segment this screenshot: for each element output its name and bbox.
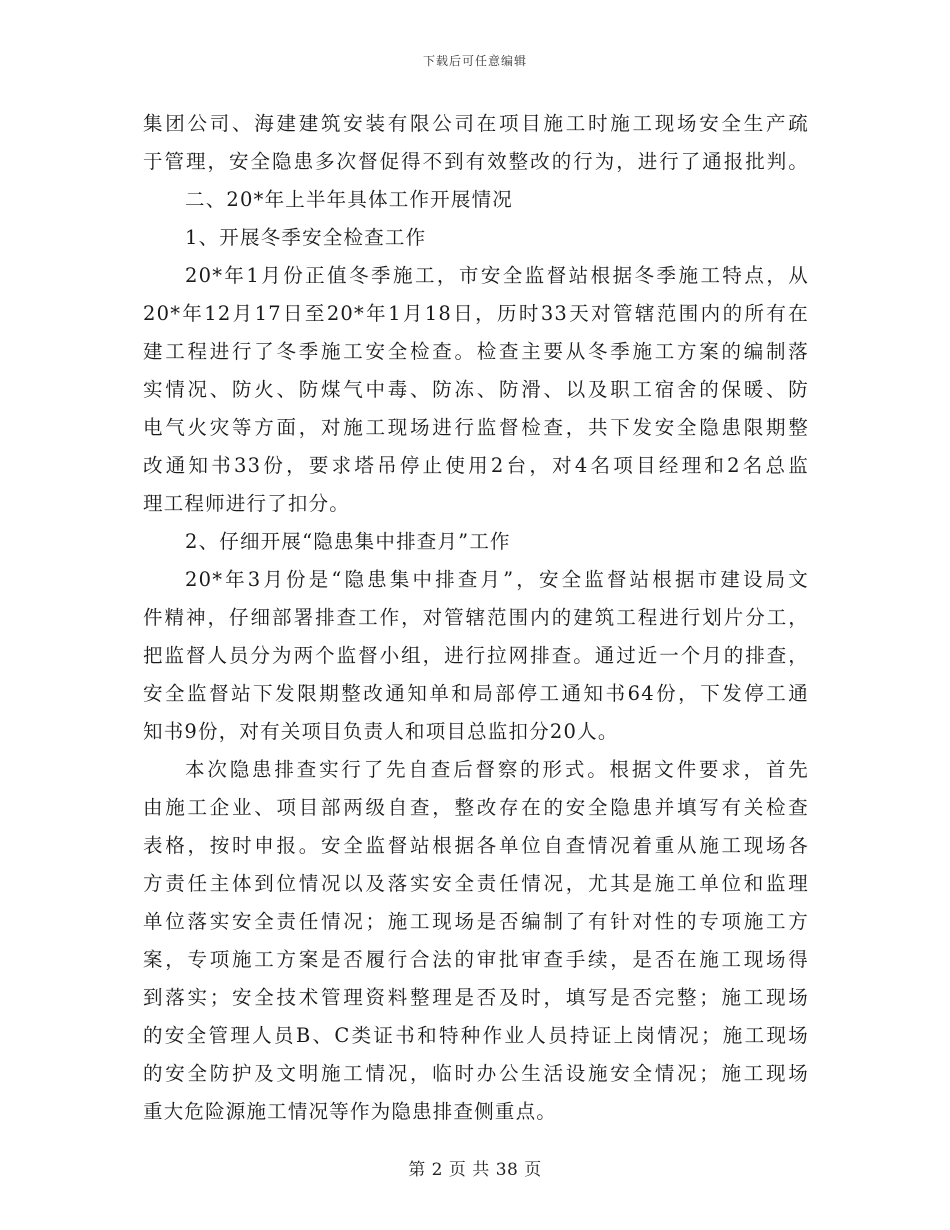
text-line: 的安全防护及文明施工情况，临时办公生活设施安全情况；施工现场 (143, 1062, 809, 1085)
text-line: 20*年3月份是“隐患集中排查月”，安全监督站根据市建设局文 (185, 568, 809, 591)
text-line: 单位落实安全责任情况；施工现场是否编制了有针对性的专项施工方 (143, 910, 809, 933)
page-number-footer: 第 2 页 共 38 页 (408, 1160, 542, 1180)
text-line: 集团公司、海建建筑安装有限公司在项目施工时施工现场安全生产疏 (143, 112, 809, 135)
text-line: 本次隐患排查实行了先自查后督察的形式。根据文件要求，首先 (185, 758, 809, 781)
text-line: 案，专项施工方案是否履行合法的审批审查手续，是否在施工现场得 (143, 948, 809, 971)
text-line: 表格，按时申报。安全监督站根据各单位自查情况着重从施工现场各 (143, 834, 809, 857)
text-line: 电气火灾等方面，对施工现场进行监督检查，共下发安全隐患限期整 (143, 416, 809, 439)
text-line: 重大危险源施工情况等作为隐患排查侧重点。 (143, 1100, 558, 1123)
text-line: 20*年1月份正值冬季施工，市安全监督站根据冬季施工特点，从 (185, 264, 809, 287)
text-line: 方责任主体到位情况以及落实安全责任情况，尤其是施工单位和监理 (143, 872, 809, 895)
text-line: 由施工企业、项目部两级自查，整改存在的安全隐患并填写有关检查 (143, 796, 809, 819)
text-line: 知书9份，对有关项目负责人和项目总监扣分20人。 (143, 720, 619, 743)
text-line: 到落实；安全技术管理资料整理是否及时，填写是否完整；施工现场 (143, 986, 809, 1009)
page-header-note: 下载后可任意编辑 (422, 54, 527, 68)
text-line: 1、开展冬季安全检查工作 (185, 226, 427, 249)
text-line: 2、仔细开展“隐患集中排查月”工作 (185, 530, 511, 553)
text-line: 理工程师进行了扣分。 (143, 492, 351, 515)
text-line: 的安全管理人员B、C类证书和特种作业人员持证上岗情况；施工现场 (143, 1024, 809, 1047)
text-line: 20*年12月17日至20*年1月18日，历时33天对管辖范围内的所有在 (143, 302, 809, 325)
text-line: 安全监督站下发限期整改通知单和局部停工通知书64份，下发停工通 (143, 682, 809, 705)
text-line: 件精神，仔细部署排查工作，对管辖范围内的建筑工程进行划片分工， (143, 606, 809, 629)
text-line: 于管理，安全隐患多次督促得不到有效整改的行为，进行了通报批判。 (143, 150, 809, 173)
text-line: 二、20*年上半年具体工作开展情况 (185, 188, 513, 211)
text-line: 改通知书33份，要求塔吊停止使用2台，对4名项目经理和2名总监 (143, 454, 809, 477)
text-line: 建工程进行了冬季施工安全检查。检查主要从冬季施工方案的编制落 (143, 340, 809, 363)
text-line: 把监督人员分为两个监督小组，进行拉网排查。通过近一个月的排查， (143, 644, 809, 667)
text-line: 实情况、防火、防煤气中毒、防冻、防滑、以及职工宿舍的保暖、防 (143, 378, 809, 401)
document-body (143, 105, 809, 1131)
